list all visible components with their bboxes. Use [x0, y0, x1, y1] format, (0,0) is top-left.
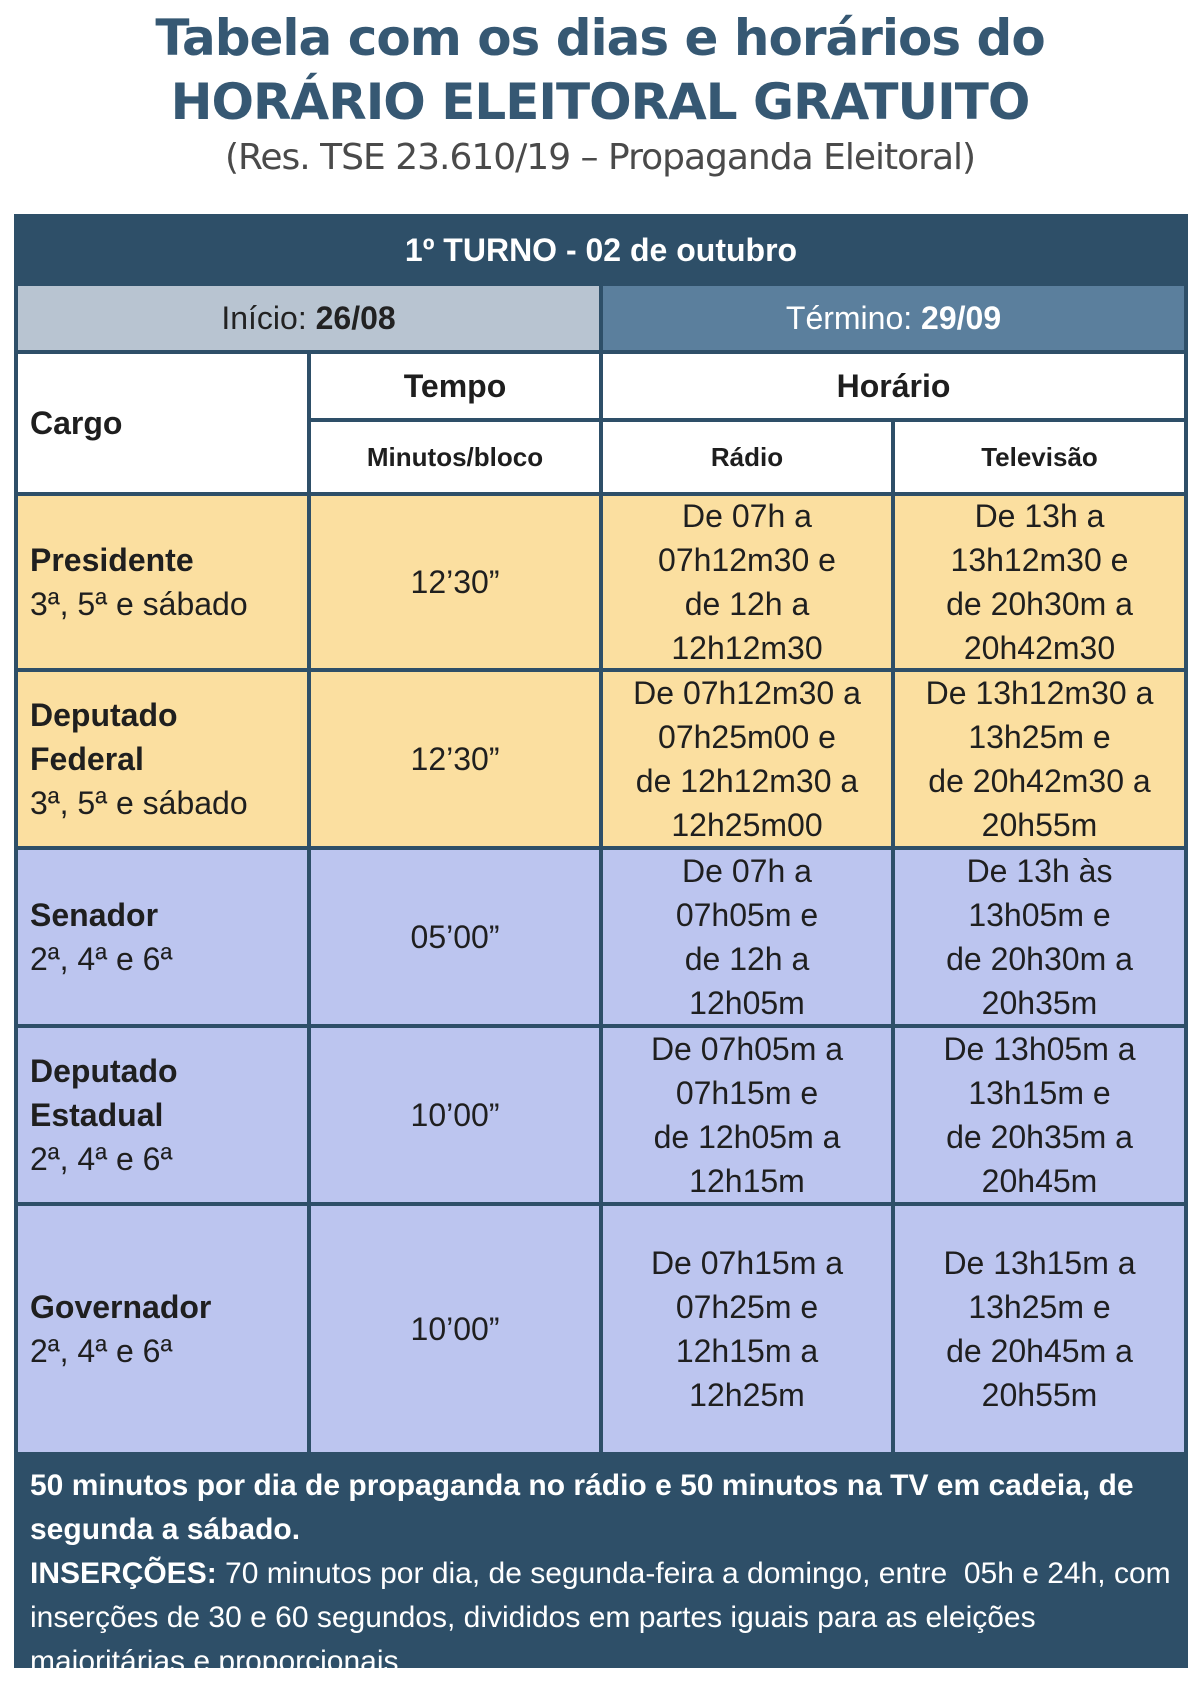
radio-line: 12h25m	[689, 1377, 805, 1413]
radio-line: 07h25m00 e	[658, 719, 836, 755]
row-tempo: 10’00”	[311, 1028, 599, 1202]
tv-line: de 20h30m a	[946, 586, 1133, 622]
radio-line: 07h05m e	[675, 897, 819, 933]
row-cargo	[18, 672, 307, 846]
page-title-line1: Tabela com os dias e horários do	[155, 9, 1045, 67]
page-header	[0, 0, 1200, 180]
end-date-label: Término:	[785, 299, 922, 336]
cargo-days: 3ª, 5ª e sábado	[30, 586, 248, 622]
row-tv	[895, 850, 1184, 1024]
row-radio	[603, 1028, 891, 1202]
row-tv	[895, 1206, 1184, 1452]
tv-line: 13h12m30 e	[950, 542, 1129, 578]
page-subtitle: (Res. TSE 23.610/19 – Propaganda Eleitoral)	[224, 137, 976, 178]
tv-line: De 13h às	[966, 853, 1113, 889]
radio-line: de 12h12m30 a	[635, 763, 859, 799]
tv-line: 13h15m e	[968, 1075, 1111, 1111]
row-radio	[603, 496, 891, 668]
tv-line: De 13h15m a	[943, 1245, 1136, 1281]
cargo-name: Senador	[30, 897, 159, 933]
tv-line: 20h35m	[981, 985, 1098, 1021]
tv-line: De 13h12m30 a	[925, 675, 1154, 711]
end-date	[603, 286, 1184, 350]
row-radio	[603, 1206, 891, 1452]
radio-line: de 12h a	[684, 586, 810, 622]
radio-line: 07h12m30 e	[658, 542, 836, 578]
radio-line: De 07h a	[682, 853, 812, 889]
radio-line: 07h15m e	[675, 1075, 819, 1111]
header-tempo: Tempo	[311, 354, 599, 418]
header-televisao: Televisão	[895, 422, 1184, 492]
tv-line: De 13h a	[974, 498, 1105, 534]
start-date	[18, 286, 599, 350]
cargo-days: 2ª, 4ª e 6ª	[30, 1141, 173, 1177]
radio-line: 12h12m30	[671, 630, 823, 666]
end-date-value: 29/09	[921, 299, 1002, 336]
row-tv	[895, 672, 1184, 846]
start-date-label: Início:	[221, 299, 316, 336]
cargo-name: Presidente	[30, 542, 194, 578]
cargo-days: 2ª, 4ª e 6ª	[30, 1333, 173, 1369]
cargo-name: Estadual	[30, 1097, 164, 1133]
radio-line: 12h15m	[689, 1163, 805, 1199]
tv-line: 13h05m e	[968, 897, 1111, 933]
radio-line: De 07h a	[682, 498, 812, 534]
row-cargo	[18, 496, 307, 668]
row-cargo	[18, 850, 307, 1024]
start-date-value: 26/08	[315, 299, 396, 336]
header-horario: Horário	[603, 354, 1184, 418]
footer-insercoes-text: 70 minutos por dia, de segunda-feira a domingo, entre 05h e 24h, com inserções de 30 e 60 segundos, divididos em partes iguais para as eleições majoritárias e proporcionais	[30, 1557, 1179, 1678]
row-cargo	[18, 1028, 307, 1202]
tv-line: 13h25m e	[968, 719, 1111, 755]
cargo-name: Federal	[30, 741, 144, 777]
tv-line: de 20h42m30 a	[928, 763, 1151, 799]
tv-line: de 20h30m a	[946, 941, 1133, 977]
cargo-name: Governador	[30, 1289, 212, 1325]
row-tempo: 12’30”	[311, 672, 599, 846]
row-tempo: 12’30”	[311, 496, 599, 668]
radio-line: 12h15m a	[675, 1333, 819, 1369]
row-tempo: 05’00”	[311, 850, 599, 1024]
turno-banner: 1º TURNO - 02 de outubro	[18, 218, 1184, 282]
row-tv	[895, 1028, 1184, 1202]
schedule-table	[14, 214, 1188, 1678]
cargo-days: 2ª, 4ª e 6ª	[30, 941, 173, 977]
tv-line: 20h45m	[981, 1163, 1098, 1199]
tv-line: de 20h45m a	[946, 1333, 1133, 1369]
tv-line: 20h42m30	[963, 630, 1116, 666]
footer-bold-text: 50 minutos por dia de propaganda no rádio e 50 minutos na TV em cadeia, de segunda a sábado.	[30, 1469, 1134, 1546]
row-tempo: 10’00”	[311, 1206, 599, 1452]
tv-line: De 13h05m a	[943, 1031, 1136, 1067]
page-title-line2: HORÁRIO ELEITORAL GRATUITO	[170, 73, 1030, 131]
row-tv	[895, 496, 1184, 668]
row-cargo	[18, 1206, 307, 1452]
header-cargo: Cargo	[18, 354, 307, 492]
radio-line: 12h25m00	[671, 807, 823, 843]
radio-line: De 07h15m a	[650, 1245, 844, 1281]
radio-line: 07h25m e	[675, 1289, 819, 1325]
radio-line: 12h05m	[689, 985, 805, 1021]
row-radio	[603, 672, 891, 846]
radio-line: de 12h05m a	[653, 1119, 841, 1155]
footer-insercoes-label: INSERÇÕES:	[30, 1557, 217, 1590]
tv-line: de 20h35m a	[946, 1119, 1133, 1155]
radio-line: De 07h05m a	[650, 1031, 844, 1067]
header-minutos-bloco: Minutos/bloco	[311, 422, 599, 492]
header-radio: Rádio	[603, 422, 891, 492]
tv-line: 20h55m	[981, 807, 1098, 843]
cargo-name: Deputado	[30, 1053, 178, 1089]
cargo-name: Deputado	[30, 697, 178, 733]
row-radio	[603, 850, 891, 1024]
cargo-days: 3ª, 5ª e sábado	[30, 785, 248, 821]
tv-line: 20h55m	[981, 1377, 1098, 1413]
tv-line: 13h25m e	[968, 1289, 1111, 1325]
radio-line: de 12h a	[684, 941, 810, 977]
radio-line: De 07h12m30 a	[633, 675, 861, 711]
footer-notes	[18, 1456, 1184, 1678]
